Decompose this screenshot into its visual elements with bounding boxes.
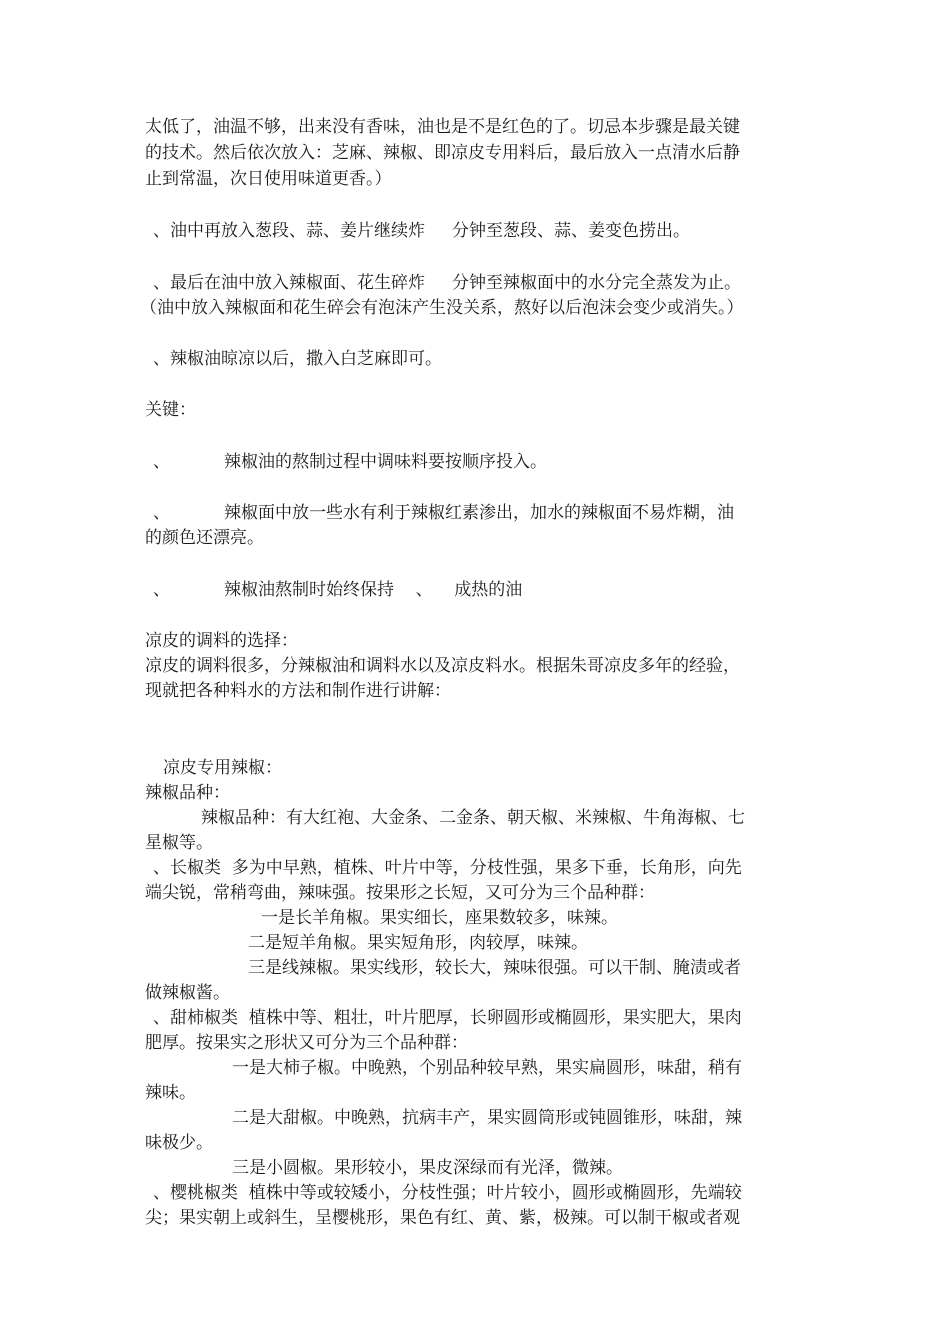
text-line: 太低了，油温不够，出来没有香味，油也是不是红色的了。切忌本步骤是最关键 xyxy=(145,117,740,137)
text-line: 、甜柿椒类 植株中等、粗壮，叶片肥厚，长卵圆形或椭圆形，果实肥大，果肉 xyxy=(153,1008,742,1028)
section-heading: 凉皮的调料的选择： xyxy=(145,631,298,651)
text-line: 、最后在油中放入辣椒面、花生碎炸 分钟至辣椒面中的水分完全蒸发为止。 xyxy=(153,273,742,293)
text-line: 肥厚。按果实之形状又可分为三个品种群： xyxy=(145,1033,468,1053)
text-line: 、樱桃椒类 植株中等或较矮小，分枝性强；叶片较小，圆形或椭圆形，先端较 xyxy=(153,1183,742,1203)
text-line: 凉皮的调料很多，分辣椒油和调料水以及凉皮料水。根据朱哥凉皮多年的经验， xyxy=(145,656,740,676)
text-line: 三是线辣椒。果实线形，较长大，辣味很强。可以干制、腌渍或者 xyxy=(248,958,741,978)
text-line: 辣椒品种： xyxy=(145,783,230,803)
text-line: 一是长羊角椒。果实细长，座果数较多，味辣。 xyxy=(261,908,618,928)
text-line: 辣椒品种：有大红袍、大金条、二金条、朝天椒、米辣椒、牛角海椒、七 xyxy=(201,808,745,828)
text-line: 、辣椒油晾凉以后，撒入白芝麻即可。 xyxy=(153,349,442,369)
text-line: 二是大甜椒。中晚熟，抗病丰产，果实圆筒形或钝圆锥形，味甜，辣 xyxy=(232,1108,742,1128)
section-heading: 关键： xyxy=(145,400,196,420)
text-line: 、 辣椒油的熬制过程中调味料要按顺序投入。 xyxy=(153,452,548,472)
text-line: 星椒等。 xyxy=(145,833,213,853)
text-line: 、长椒类 多为中早熟，植株、叶片中等，分枝性强，果多下垂，长角形，向先 xyxy=(153,858,742,878)
text-line: 、 辣椒油熬制时始终保持 、 成热的油 xyxy=(153,580,523,600)
text-line: 辣味。 xyxy=(145,1083,196,1103)
text-line: 、 辣椒面中放一些水有利于辣椒红素渗出，加水的辣椒面不易炸糊，油 xyxy=(153,503,735,523)
text-line: 现就把各种料水的方法和制作进行讲解： xyxy=(145,681,451,701)
text-line: 端尖锐，常稍弯曲，辣味强。按果形之长短，又可分为三个品种群： xyxy=(145,883,655,903)
text-line: 三是小圆椒。果形较小，果皮深绿而有光泽，微辣。 xyxy=(232,1158,623,1178)
text-line: 味极少。 xyxy=(145,1133,213,1153)
text-line: 的颜色还漂亮。 xyxy=(145,528,264,548)
section-heading: 凉皮专用辣椒： xyxy=(163,758,282,778)
text-line: 的技术。然后依次放入：芝麻、辣椒、即凉皮专用料后，最后放入一点清水后静 xyxy=(145,143,740,163)
text-line: 二是短羊角椒。果实短角形，肉较厚，味辣。 xyxy=(248,933,588,953)
text-line: 做辣椒酱。 xyxy=(145,983,230,1003)
text-line: 一是大柿子椒。中晚熟，个别品种较早熟，果实扁圆形，味甜，稍有 xyxy=(232,1058,742,1078)
text-line: 尖；果实朝上或斜生，呈樱桃形，果色有红、黄、紫，极辣。可以制干椒或者观 xyxy=(145,1208,740,1228)
text-line: 止到常温，次日使用味道更香。） xyxy=(145,169,392,189)
text-line: （油中放入辣椒面和花生碎会有泡沫产生没关系，熬好以后泡沫会变少或消失。） xyxy=(140,298,744,318)
text-line: 、油中再放入葱段、蒜、姜片继续炸 分钟至葱段、蒜、姜变色捞出。 xyxy=(153,221,691,241)
